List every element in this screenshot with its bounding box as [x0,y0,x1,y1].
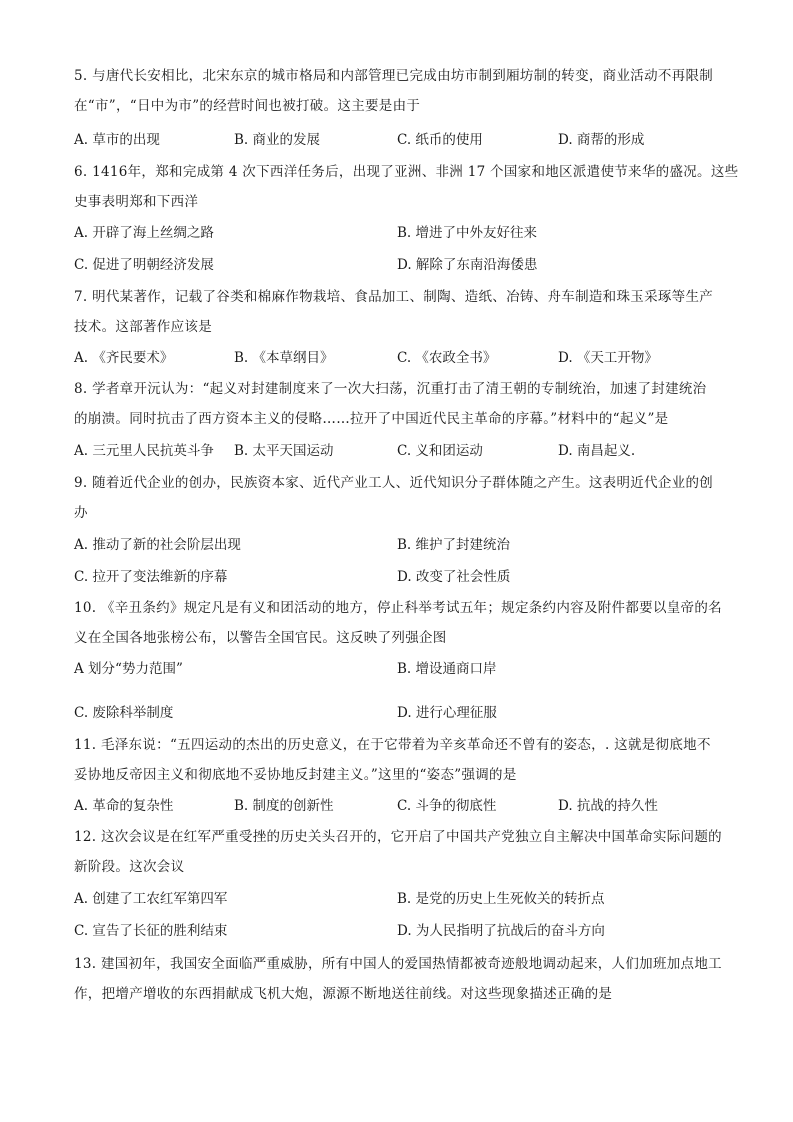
question-11-option-a: A. 革命的复杂性 [74,798,174,814]
question-5-line-2: 在“市”，“日中为市”的经营时间也被打破。这主要是由于 [74,98,421,114]
question-10-option-d: D. 进行心理征服 [397,705,497,721]
question-5-option-a: A. 草市的出现 [74,132,160,148]
question-9-line-2: 办 [74,505,88,521]
question-10-line-1: 10. 《辛丑条约》规定凡是有义和团活动的地方，停止科举考试五年；规定条约内容及附件都要以皇帝的名 [74,600,722,616]
question-7-option-d: D. 《天工开物》 [558,350,658,366]
question-12-line-1: 12. 这次会议是在红军严重受挫的历史关头召开的，它开启了中国共产党独立自主解决中国革命实际问题的 [74,829,722,845]
question-12-option-a: A. 创建了工农红军第四军 [74,891,228,907]
question-6-option-a: A. 开辟了海上丝绸之路 [74,225,214,241]
question-6-option-d: D. 解除了东南沿海倭患 [397,257,538,273]
question-8-option-d: D. 南昌起义. [558,443,636,459]
question-13-line-1: 13. 建国初年，我国安全面临严重威胁，所有中国人的爱国热情都被奇迹般地调动起来，人们加班加点地工 [74,956,722,972]
question-6-line-2: 史事表明郑和下西洋 [74,194,199,210]
question-8-line-2: 的崩溃。同时抗击了西方资本主义的侵略……拉开了中国近代民主革命的序幕。”材料中的“起义”是 [74,411,669,427]
question-11-option-c: C. 斗争的彻底性 [397,798,497,814]
question-11-option-b: B. 制度的创新性 [234,798,334,814]
question-9-option-b: B. 维护了封建统治 [397,537,511,553]
question-7-option-a: A. 《齐民要术》 [74,350,174,366]
question-6-option-b: B. 增进了中外友好往来 [397,225,538,241]
question-10-line-2: 义在全国各地张榜公布，以警告全国官民。这反映了列强企图 [74,630,447,646]
question-12-line-2: 新阶段。这次会议 [74,859,185,875]
question-11-option-d: D. 抗战的持久性 [558,798,658,814]
question-9-option-d: D. 改变了社会性质 [397,569,511,585]
question-8-option-c: C. 义和团运动 [397,443,483,459]
question-7-option-b: B. 《本草纲目》 [234,350,334,366]
question-7-line-2: 技术。这部著作应该是 [74,319,212,335]
question-5-line-1: 5. 与唐代长安相比，北宋东京的城市格局和内部管理已完成由坊市制到厢坊制的转变，商业活动不再限制 [74,68,714,84]
question-10-option-b: B. 增设通商口岸 [397,661,497,677]
question-8-option-a: A. 三元里人民抗英斗争 [74,443,214,459]
question-13-line-2: 作，把增产增收的东西捐献成飞机大炮，源源不断地送往前线。对这些现象描述正确的是 [74,986,613,1002]
question-12-option-d: D. 为人民指明了抗战后的奋斗方向 [397,923,605,939]
question-10-option-c: C. 废除科举制度 [74,705,174,721]
question-5-option-c: C. 纸币的使用 [397,132,483,148]
question-6-option-c: C. 促进了明朝经济发展 [74,257,214,273]
question-7-line-1: 7. 明代某著作，记载了谷类和棉麻作物栽培、食品加工、制陶、造纸、冶铸、舟车制造和珠玉采琢等生产 [74,289,714,305]
question-12-option-c: C. 宣告了长征的胜利结束 [74,923,228,939]
question-6-line-1: 6. 1416年，郑和完成第 4 次下西洋任务后，出现了亚洲、非洲 17 个国家和地区派遣使节来华的盛况。这些 [74,164,739,180]
question-10-option-a: A 划分“势力范围” [74,661,183,677]
question-11-line-1: 11. 毛泽东说：“五四运动的杰出的历史意义，在于它带着为辛亥革命还不曾有的姿态，. 这就是彻底地不 [74,737,711,753]
question-11-line-2: 妥协地反帝因主义和彻底地不妥协地反封建主义。”这里的“姿态”强调的是 [74,767,517,783]
question-9-line-1: 9. 随着近代企业的创办，民族资本家、近代产业工人、近代知识分子群体随之产生。这表明近代企业的创 [74,475,714,491]
question-7-option-c: C. 《农政全书》 [397,350,497,366]
question-9-option-a: A. 推动了新的社会阶层出现 [74,537,241,553]
question-8-line-1: 8. 学者章开沅认为：“起义对封建制度来了一次大扫荡，沉重打击了清王朝的专制统治，加速了封建统治 [74,381,707,397]
question-5-option-b: B. 商业的发展 [234,132,321,148]
question-8-option-b: B. 太平天国运动 [234,443,334,459]
question-5-option-d: D. 商帮的形成 [558,132,645,148]
question-12-option-b: B. 是党的历史上生死攸关的转折点 [397,891,605,907]
question-9-option-c: C. 拉开了变法维新的序幕 [74,569,228,585]
